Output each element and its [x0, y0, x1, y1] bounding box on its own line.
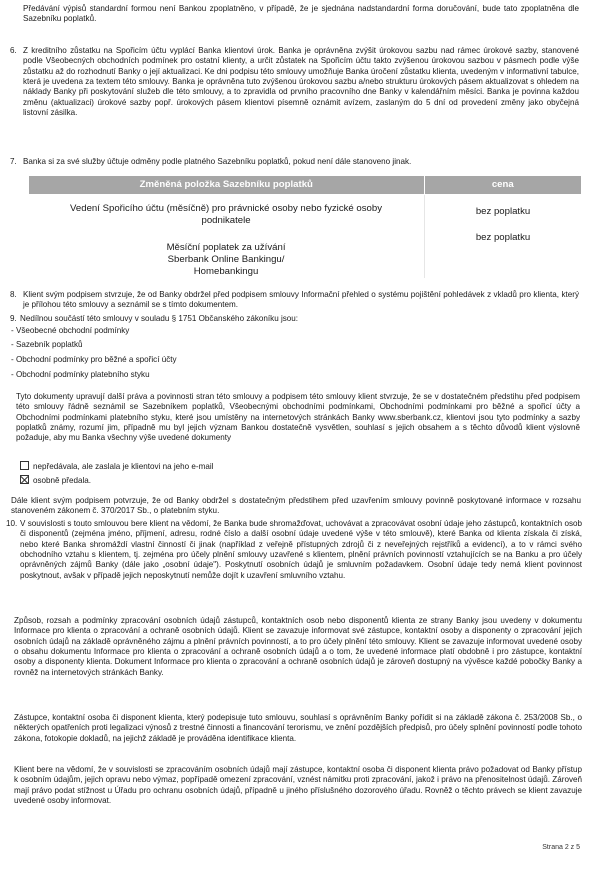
table-row: [29, 230, 582, 278]
item-9-paragraph: Tyto dokumenty upravují další práva a povinnosti stran této smlouvy a podpisem této smlouvy klient stvrzuje, že se v dostatečném předstihu před podpisem této smlouvy řádně seznámil se Sazebníkem poplatků, Všeobecnými obchodními podmínkami, Obchodními podmínkami pro běžné a spořicí účty a Obchodními podmínkami platebního styku, které jsou umístěny na internetových stránkách Banky www.sberbank.cz, klientovi jsou tyto podmínky a sazby poplatků známy, rozumí jim, případně mu byl jejich význam Bankou dostatečně vysvětlen, souhlasí s jejich obsahem a s těchto důvodů klient výslovně požaduje, aby mu Banka všechny výše uvedené dokumenty: [16, 392, 580, 443]
list-item: - Obchodní podmínky pro běžné a spořicí účty: [11, 355, 177, 364]
item-8-number: 8.: [10, 290, 17, 299]
delivery-option-personal[interactable]: [20, 475, 420, 486]
item-10-paragraph-1: V souvislosti s touto smlouvou bere klient na vědomí, že Banka bude shromažďovat, uchovávat a zpracovávat osobní údaje jeho zástupců, kontaktních osob či disponentů (zejména jméno, příjmení, adresu, rodné číslo a další osobní údaje uvedené výše v této smlouvě), které Banka od klienta získala či získá, nebo které Banka shromáždí vlastní činností či jinak (například z veřejně přístupných zdrojů či z neveřejných rejstříků a evidencí), a to v rámci svého obchodního vztahu s klientem, tj. zejména pro účely plnění smlouvy uzavřené s klientem, plnění právních povinností vztahujících se na Banku a pro účely oprávněných zájmů Banky (dále jako „osobní údaje"). Poskytnutí osobních údajů je smluvním požadavkem. Osobní údaje tedy nemá klient povinnost poskytnout, avšak v případě jejich neposkytnutí nemůže dojít k uzavření smluvního vztahu.: [20, 519, 582, 580]
table-row: [29, 195, 582, 230]
item-7-number: 7.: [10, 157, 17, 166]
item-10-paragraph-3: Zástupce, kontaktní osoba či disponent klienta, který podepisuje tuto smlouvu, souhlasí s oprávněním Banky pořídit si na základě zákona č. 253/2008 Sb., o některých opatřeních proti legalizaci výnosů z trestné činnosti a financování terorismu, ve znění pozdějších předpisů, pro účely splnění povinností podle tohoto zákona, fotokopie dokladů, na jejichž základě je prováděna identifikace klienta.: [14, 713, 582, 743]
intro-paragraph: Předávání výpisů standardní formou není Bankou zpoplatněno, v případě, že je sjednána nadstandardní forma doručování, bude tato zpoplatněna dle Sazebníku poplatků.: [23, 4, 579, 24]
item-6-number: 6.: [10, 46, 17, 55]
checkbox-unchecked[interactable]: [20, 461, 29, 470]
list-item: - Obchodní podmínky platebního styku: [11, 370, 150, 379]
delivery-option-personal-label: osobně předala.: [33, 476, 92, 485]
fee-table-header-price: cena: [424, 176, 581, 195]
fee-item-cell: Měsíční poplatek za užívání Sberbank Online Bankingu/ Homebankingu: [166, 241, 286, 277]
fee-table: [28, 175, 582, 278]
item-6-text: Z kreditního zůstatku na Spořicím účtu vyplácí Banka klientovi úrok. Banka je oprávněna zvýšit úrokovou sazbu nad rámec úrokové sazby, stanovené podle Všeobecných obchodních podmínek pro ostatní klienty, a určit zůstatek na Spořicím účtu takto zvýšenou úrokovou sazbou v pásmech podle výše zůstatku až do rozhodnutí Banky o její aktualizaci. Ke dni podpisu této smlouvy umožňuje Banka úročení zůstatku klienta, uvedeným v informativní tabulce, která je uvedena za textem této smlouvy. Banka je oprávněna tuto zvýšenou úrokovou sazbu a/nebo strukturu úrokových pásem aktualizovat s ohledem na náklady Banky při poskytování služeb dle této smlouvy, a to zpravidla od prvního pracovního dne Banky v kalendářním měsíci. Banka je povinna každou změnu (aktualizaci) úrokové sazby popř. úrokových pásem klientovi písemně oznámit avízem, zaslaným do 5 dní od provedení změny jako obyčejná listovní zásilka.: [23, 46, 579, 118]
delivery-option-email-label: nepředávala, ale zaslala je klientovi na jeho e-mail: [33, 462, 214, 471]
list-item: - Všeobecné obchodní podmínky: [11, 326, 130, 335]
checkbox-checked[interactable]: [20, 475, 29, 484]
fee-item-cell: Vedení Spořicího účtu (měsíčně) pro právnické osoby nebo fyzické osoby podnikatele: [70, 203, 383, 226]
item-7-text: Banka si za své služby účtuje odměny podle platného Sazebníku poplatků, pokud není dále stanoveno jinak.: [23, 157, 412, 166]
fee-price-cell: bez poplatku: [424, 195, 581, 230]
page-number: Strana 2 z 5: [542, 844, 580, 851]
item-9-text: Nedílnou součástí této smlouvy v souladu § 1751 Občanského zákoníku jsou:: [20, 314, 299, 323]
item-9-number: 9.: [10, 314, 17, 323]
fee-table-header-item: Změněná položka Sazebníku poplatků: [29, 176, 425, 195]
item-10-paragraph-4: Klient bere na vědomí, že v souvislosti se zpracováním osobních údajů mají zástupce, kontaktní osoba či disponent klienta právo požadovat od Banky přístup k osobním údajům, jejich opravu nebo výmaz, popřípadě omezení zpracování, vznést námitku proti zpracování, jakož i právo na přenositelnost údajů. Zároveň mají právo podat stížnost u Úřadu pro ochranu osobních údajů, případně u jiného příslušného dozorového úřadu. Rovněž o těchto právech se klient zavazuje uvedené osoby informovat.: [14, 765, 582, 806]
further-paragraph: Dále klient svým podpisem potvrzuje, že od Banky obdržel s dostatečným předstihem před uzavřením smlouvy povinně poskytované informace v rozsahu stanoveném zákonem č. 370/2017 Sb., o platebním styku.: [11, 496, 581, 516]
delivery-option-email[interactable]: [20, 461, 420, 472]
fee-price-cell: bez poplatku: [424, 230, 581, 278]
list-item: - Sazebník poplatků: [11, 340, 83, 349]
item-10-number: 10.: [6, 519, 18, 528]
fee-table-header: [29, 176, 582, 195]
item-8-text: Klient svým podpisem stvrzuje, že od Banky obdržel před podpisem smlouvy Informační přehled o systému pojištění pohledávek z vkladů pro klienta, který je přílohou této smlouvy a seznámil se s tímto dokumentem.: [23, 290, 579, 310]
item-10-paragraph-2: Způsob, rozsah a podmínky zpracování osobních údajů zástupců, kontaktních osob nebo disponentů klienta ze strany Banky jsou uvedeny v dokumentu Informace pro klienta o zpracování a ochraně osobních údajů. Klient se zavazuje informovat své zástupce, kontaktní osoby a disponenty o zpracování jejich osobních údajů na základě oprávněného zájmu a plnění právních povinností, a to pro účely plnění této smlouvy. Klient se zavazuje informovat uvedené osoby o obsahu dokumentu Informace pro klienta o zpracování a ochraně osobních údajů a o tom, že uvedené informace platí obdobně i pro zástupce, kontaktní osoby a disponenty klienta. Dokument Informace pro klienta o zpracování a ochraně osobních údajů je zároveň dostupný na vývěsce každé pobočky Banky a rovněž na internetových stránkách Banky.: [14, 616, 582, 677]
